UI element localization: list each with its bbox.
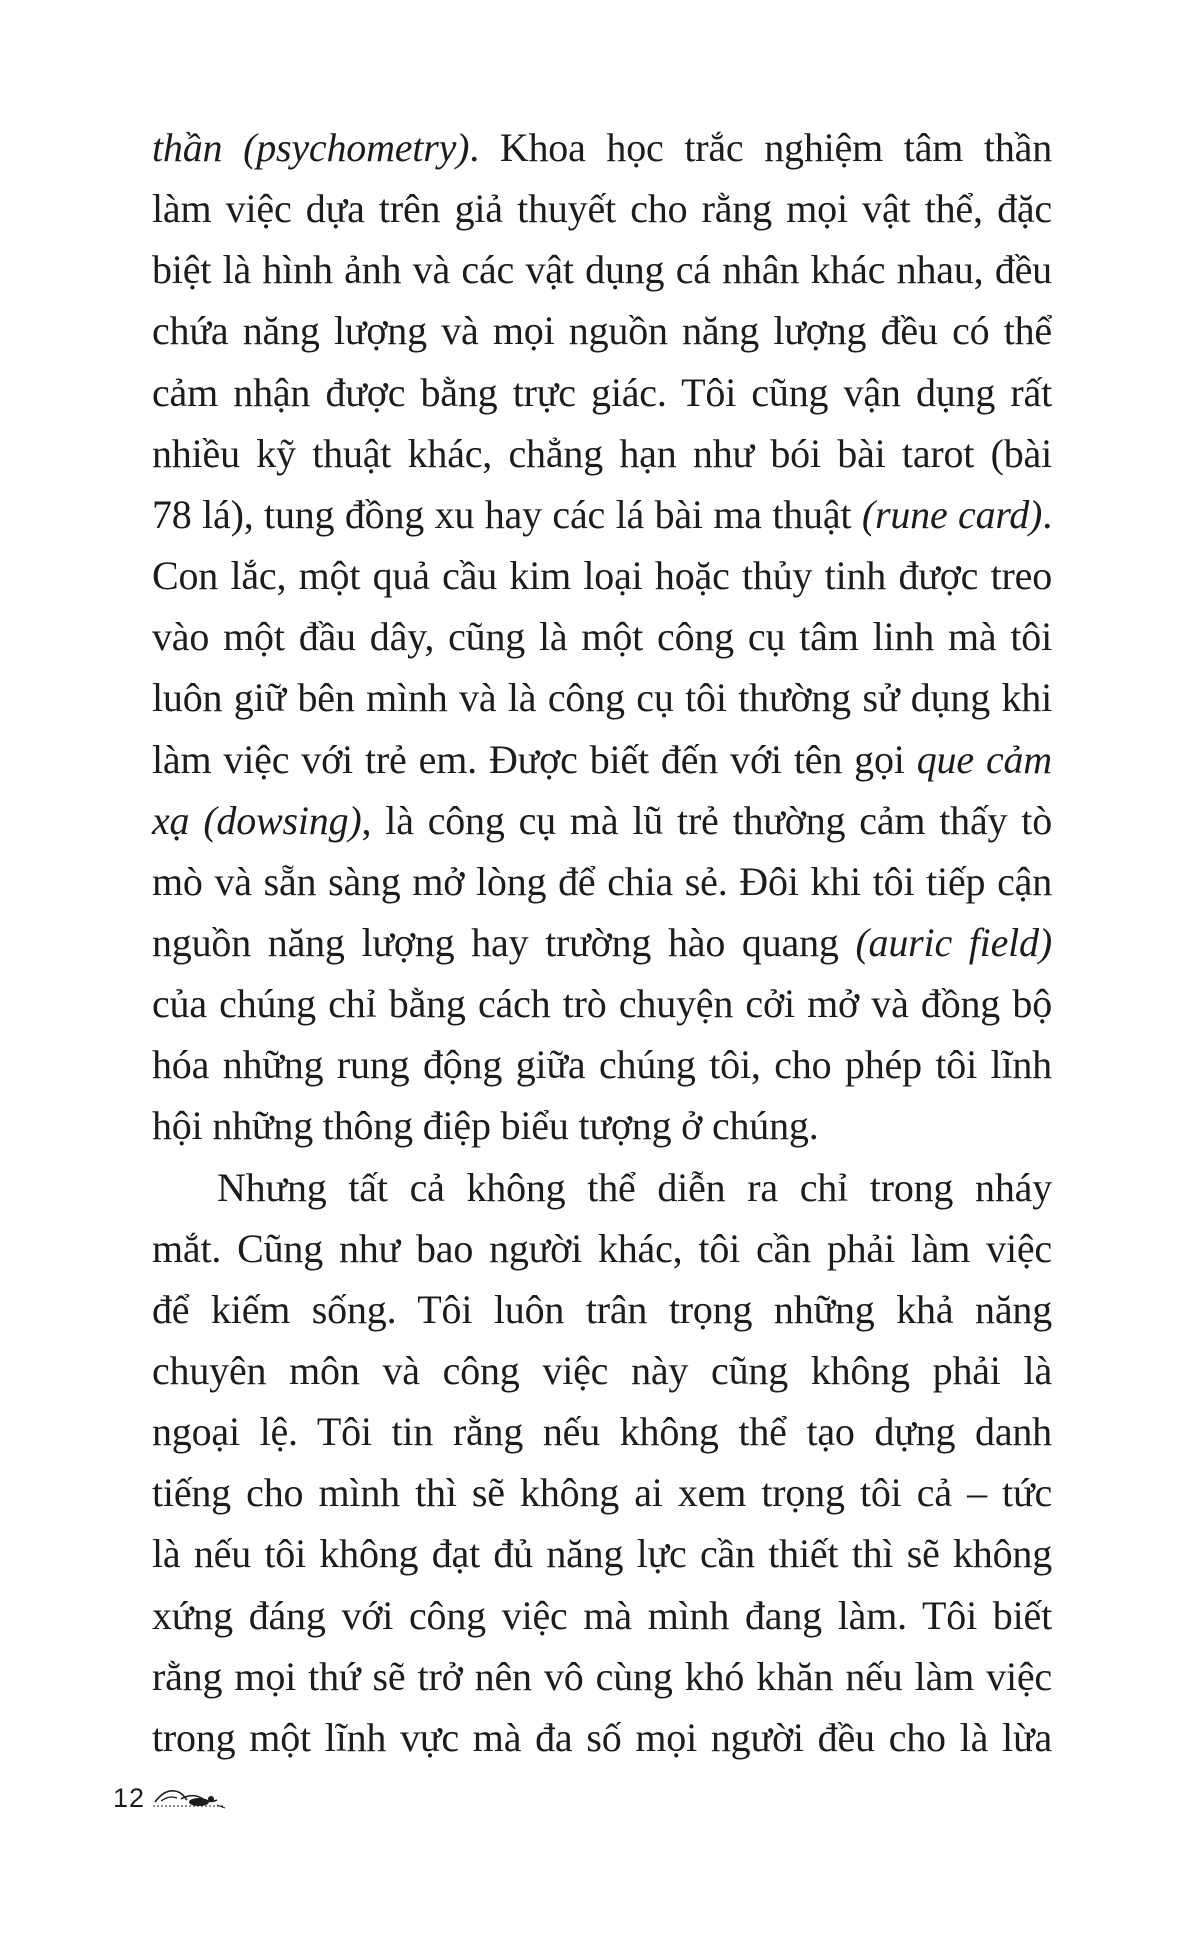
text-line — [152, 423, 1052, 484]
text-line — [152, 545, 1052, 606]
text-run: để kiếm sống. Tôi luôn trân trọng những khả năng — [152, 1286, 1052, 1332]
text-run: . — [1042, 491, 1052, 537]
text-run: là nếu tôi không đạt đủ năng lực cần thiết thì sẽ không — [152, 1531, 1052, 1577]
text-run: hóa những rung động giữa chúng tôi, cho phép tôi lĩnh — [152, 1042, 1052, 1088]
text-run: nguồn năng lượng hay trường hào quang — [152, 919, 856, 965]
text-line — [152, 1218, 1052, 1279]
text-line — [152, 1340, 1052, 1401]
text-line — [152, 790, 1052, 851]
text-line — [152, 1523, 1052, 1584]
text-run: xứng đáng với công việc mà mình đang làm. Tôi biết — [152, 1592, 1052, 1638]
text-run: 78 lá), tung đồng xu hay các lá bài ma thuật — [152, 491, 862, 537]
text-line — [217, 1157, 1052, 1218]
text-line — [152, 1646, 1052, 1707]
italic-term: thần (psychometry) — [152, 125, 470, 170]
text-run: mò và sẵn sàng mở lòng để chia sẻ. Đôi khi tôi tiếp cận — [152, 858, 1052, 904]
text-run: nhiều kỹ thuật khác, chẳng hạn như bói bài tarot (bài — [152, 430, 1052, 476]
text-line — [152, 239, 1052, 300]
text-line — [152, 1707, 1052, 1768]
text-run: mắt. Cũng như bao người khác, tôi cần phải làm việc — [152, 1225, 1052, 1271]
text-line — [152, 667, 1052, 728]
text-run: . Khoa học trắc nghiệm tâm thần — [469, 125, 1052, 170]
page-number: 12 — [113, 1783, 146, 1813]
text-run: tiếng cho mình thì sẽ không ai xem trọng tôi cả – tức — [152, 1470, 1052, 1516]
text-run: Nhưng tất cả không thể diễn ra chỉ trong nháy — [217, 1164, 1052, 1210]
text-run: vào một đầu dây, cũng là một công cụ tâm linh mà tôi — [152, 614, 1052, 660]
text-line — [152, 729, 1052, 790]
text-line — [152, 1462, 1052, 1523]
text-run: rằng mọi thứ sẽ trở nên vô cùng khó khăn nếu làm việc — [152, 1653, 1052, 1699]
text-run: biệt là hình ảnh và các vật dụng cá nhân khác nhau, đều — [152, 247, 1052, 293]
text-line — [152, 1279, 1052, 1340]
text-line — [152, 912, 1052, 973]
italic-term: (rune card) — [861, 491, 1043, 537]
text-run: của chúng chỉ bằng cách trò chuyện cởi mở và đồng bộ — [152, 981, 1052, 1027]
text-line — [152, 606, 1052, 667]
folio — [113, 1778, 229, 1818]
text-line — [152, 1401, 1052, 1462]
text-line — [152, 484, 1052, 545]
italic-term: que cảm — [916, 736, 1052, 782]
text-run: làm việc với trẻ em. Được biết đến với tên gọi — [152, 736, 917, 782]
text-run: làm việc dựa trên giả thuyết cho rằng mọi vật thể, đặc — [152, 186, 1052, 232]
italic-term: xạ (dowsing) — [152, 797, 362, 843]
text-run: hội những thông điệp biểu tượng ở chúng. — [152, 1103, 819, 1149]
text-line — [152, 973, 1052, 1034]
text-run: cảm nhận được bằng trực giác. Tôi cũng vận dụng rất — [152, 369, 1052, 415]
text-line — [152, 300, 1052, 361]
text-line — [152, 362, 1052, 423]
text-run: ngoại lệ. Tôi tin rằng nếu không thể tạo dựng danh — [152, 1409, 1052, 1455]
text-line — [152, 117, 1052, 178]
text-run: chứa năng lượng và mọi nguồn năng lượng đều có thể — [152, 308, 1052, 354]
text-run: chuyên môn và công việc này cũng không phải là — [152, 1348, 1052, 1393]
reclining-figure-ornament-icon — [151, 1782, 229, 1812]
text-line — [152, 1034, 1052, 1095]
text-run: trong một lĩnh vực mà đa số mọi người đều cho là lừa — [152, 1714, 1052, 1760]
text-line — [152, 1585, 1052, 1646]
text-run: luôn giữ bên mình và là công cụ tôi thường sử dụng khi — [152, 675, 1052, 721]
text-line — [152, 178, 1052, 239]
text-line — [152, 1095, 1052, 1156]
italic-term: (auric field) — [855, 919, 1052, 965]
text-run: Con lắc, một quả cầu kim loại hoặc thủy tinh được treo — [152, 553, 1052, 599]
text-run: , là công cụ mà lũ trẻ thường cảm thấy tò — [361, 797, 1052, 843]
text-line — [152, 851, 1052, 912]
